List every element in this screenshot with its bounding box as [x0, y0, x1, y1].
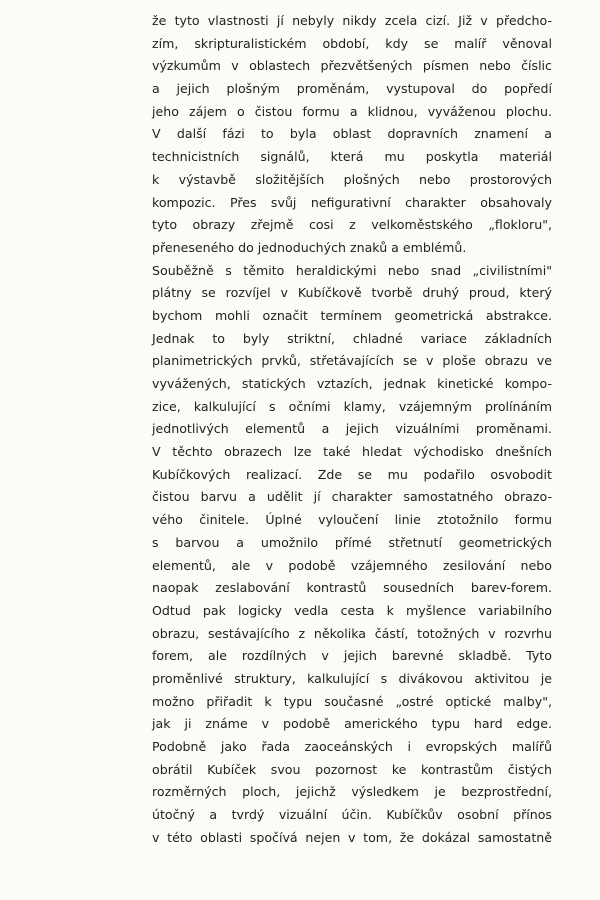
text-line: výzkumům v oblastech přezvětšených písmen nebo číslic — [152, 58, 552, 74]
text-line: přeneseného do jednoduchých znaků a emblémů. — [152, 239, 467, 255]
text-line: zím, skripturalistickém období, kdy se malíř věnoval — [152, 35, 552, 51]
text-line: a jejich plošným proměnám, vystupoval do popředí — [152, 81, 552, 97]
text-line: čistou barvu a udělit jí charakter samostatného obrazo- — [152, 489, 552, 505]
text-line: Podobně jako řada zaoceánských i evropských malířů — [152, 739, 552, 754]
text-line: Odtud pak logicky vedla cesta k myšlence variabilního — [152, 602, 552, 618]
text-line: technicistních signálů, která mu poskytla materiál — [152, 149, 552, 165]
text-line: V těchto obrazech lze také hledat východisko dnešních — [152, 444, 552, 460]
text-line: elementů, ale v podobě vzájemného zesilování nebo — [152, 557, 552, 573]
text-line: že tyto vlastnosti jí nebyly nikdy zcela cizí. Již v předcho- — [152, 13, 552, 28]
text-line: obrazu, sestávajícího z několika částí, totožných v rozvrhu — [152, 625, 552, 641]
text-line: vého činitele. Úplné vyloučení linie ztotožnilo formu — [152, 512, 552, 528]
text-line: jak ji známe v podobě amerického typu hard edge. — [152, 716, 552, 732]
body-text — [152, 10, 552, 849]
text-line: Kubíčkových realizací. Zde se mu podařilo osvobodit — [152, 466, 552, 482]
text-line: forem, ale rozdílných v jejich barevné skladbě. Tyto — [152, 648, 552, 664]
text-line: bychom mohli označit termínem geometrická abstrakce. — [152, 307, 552, 323]
text-line: rozměrných ploch, jejichž výsledkem je bezprostřední, — [152, 784, 552, 800]
text-line: proměnlivé struktury, kalkulující s divákovou aktivitou je — [152, 670, 552, 686]
text-line: Jednak to byly striktní, chladné variace základních — [152, 330, 552, 346]
text-line: plátny se rozvíjel v Kubíčkově tvorbě druhý proud, který — [152, 285, 552, 301]
text-line: jeho zájem o čistou formu a klidnou, vyváženou plochu. — [152, 103, 552, 119]
text-line: vyvážených, statických vztazích, jednak kinetické kompo- — [152, 376, 552, 391]
text-line: s barvou a umožnilo přímé střetnutí geometrických — [152, 534, 552, 550]
text-line: kompozic. Přes svůj nefigurativní charakter obsahovaly — [152, 194, 552, 210]
text-line: jednotlivých elementů a jejich vizuálními proměnami. — [152, 421, 552, 437]
text-line: V další fázi to byla oblast dopravních znamení a — [152, 126, 552, 142]
text-line: k výstavbě složitějších plošných nebo prostorových — [152, 171, 552, 187]
text-line: planimetrických prvků, střetávajících se v ploše obrazu ve — [152, 353, 552, 369]
text-line: obrátil Kubíček svou pozornost ke kontrastům čistých — [152, 761, 552, 777]
text-line: zice, kalkulující s očními klamy, vzájemným prolínáním — [152, 398, 552, 414]
text-line: Souběžně s těmito heraldickými nebo snad „civilistními" — [152, 262, 552, 278]
text-line: možno přiřadit k typu současné „ostré optické malby", — [152, 693, 552, 709]
text-line: naopak zeslabování kontrastů sousedních barev-forem. — [152, 580, 552, 596]
text-line: v této oblasti spočívá nejen v tom, že dokázal samostatně — [152, 829, 552, 845]
text-line: tyto obrazy zřejmě cosi z velkoměstského „flokloru", — [152, 217, 552, 233]
text-line: útočný a tvrdý vizuální účin. Kubíčkův osobní přínos — [152, 807, 552, 823]
